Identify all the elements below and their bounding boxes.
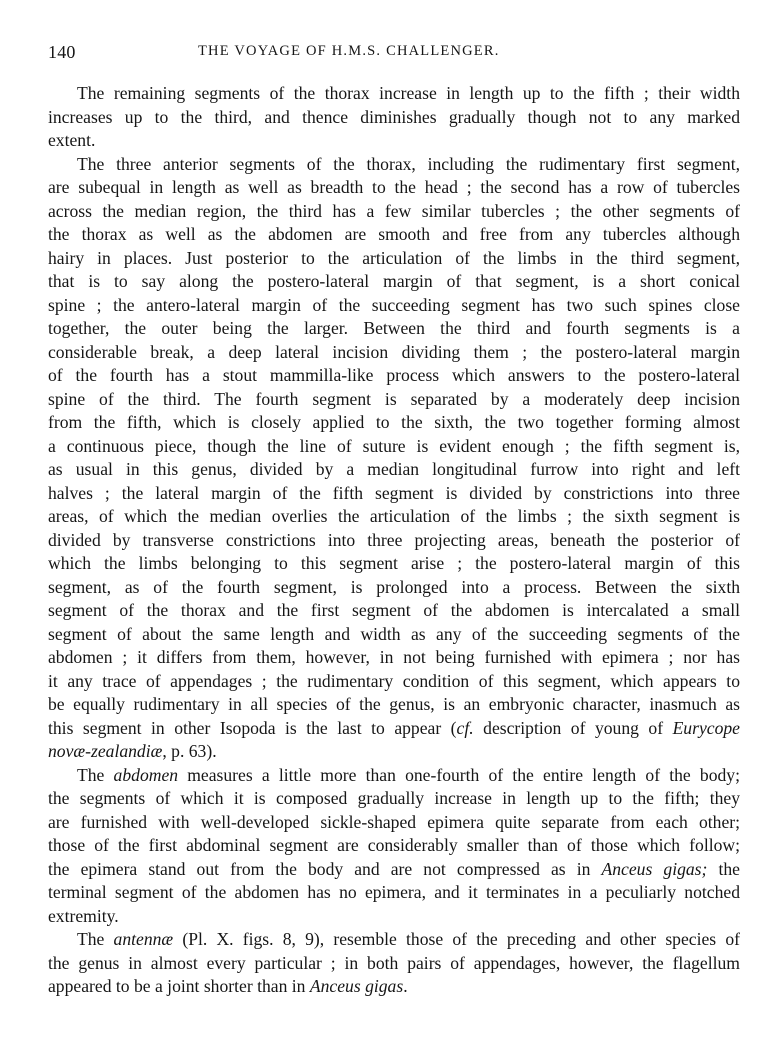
text-line: which the limbs belonging to this segment arise ; the postero-lateral margin of this	[48, 553, 740, 573]
running-title: THE VOYAGE OF H.M.S. CHALLENGER.	[198, 43, 500, 59]
text-line	[48, 975, 740, 999]
text-line: a continuous piece, though the line of suture is evident enough ; the fifth segment is,	[48, 435, 740, 456]
italic-species-name: Anceus gigas	[309, 976, 404, 996]
text-line: spine of the third. The fourth segment is separated by a moderately deep incision	[48, 388, 740, 409]
text-run: this segment in other Isopoda is the last to appear (	[48, 717, 457, 738]
text-line: the segments of which it is composed gradually increase in length up to the fifth; they	[48, 788, 740, 808]
text-line: areas, of which the median overlies the articulation of the limbs ; the sixth segment is	[48, 506, 740, 526]
text-line: divided by transverse constrictions into three projecting areas, beneath the posterior of	[48, 529, 740, 550]
text-run: The	[77, 764, 114, 785]
text-line: it any trace of appendages ; the rudimentary condition of this segment, which appears to	[48, 670, 740, 691]
text-run: the epimera stand out from the body and are not compressed as in	[48, 858, 602, 879]
paragraph-anterior-segments	[48, 153, 740, 764]
text-line: considerable break, a deep lateral incision dividing them ; the postero-lateral margin	[48, 341, 740, 362]
text-line: are subequal in length as well as breadth to the head ; the second has a row of tubercles	[48, 177, 740, 197]
text-line	[48, 858, 740, 882]
paragraph-thorax-segments	[48, 82, 740, 153]
text-run: appeared to be a joint shorter than in	[48, 976, 310, 996]
page-header	[48, 42, 741, 66]
text-line: are furnished with well-developed sickle-shaped epimera quite separate from each other;	[48, 811, 740, 832]
text-line: halves ; the lateral margin of the fifth segment is divided by constrictions into three	[48, 482, 740, 503]
body-text	[48, 82, 740, 999]
italic-term: abdomen	[113, 764, 179, 785]
text-line: segment of the thorax and the first segment of the abdomen is intercalated a small	[48, 600, 740, 620]
text-run: the	[707, 858, 740, 879]
text-run: (Pl. X. figs. 8, 9), resemble those of the preceding and other species of	[173, 929, 740, 949]
text-line: across the median region, the third has a few similar tubercles ; the other segments of	[48, 200, 740, 221]
text-line: The three anterior segments of the thorax, including the rudimentary first segment,	[77, 153, 740, 174]
paragraph-antennae	[48, 928, 740, 999]
text-line: extent.	[48, 130, 96, 150]
text-line: as usual in this genus, divided by a median longitudinal furrow into right and left	[48, 459, 740, 479]
text-line: increases up to the third, and thence diminishes gradually though not to any marked	[48, 106, 740, 127]
text-run: measures a little more than one-fourth of the entire length of the body;	[178, 764, 740, 785]
text-line: segment, as of the fourth segment, is prolonged into a process. Between the sixth	[48, 576, 740, 597]
italic-cf: cf.	[456, 717, 474, 738]
text-line: be equally rudimentary in all species of the genus, is an embryonic character, inasmuch as	[48, 694, 740, 714]
italic-term: antennæ	[113, 929, 174, 949]
italic-genus-name: Eurycope	[672, 717, 740, 738]
text-line: The remaining segments of the thorax increase in length up to the fifth ; their width	[77, 83, 740, 103]
text-run: description of young of	[473, 717, 673, 738]
text-run: , p. 63).	[162, 741, 217, 761]
text-line: abdomen ; it differs from them, however, in not being furnished with epimera ; nor has	[48, 647, 740, 667]
text-run: The	[77, 929, 114, 949]
text-line: extremity.	[48, 905, 119, 926]
text-line: the genus in almost every particular ; in both pairs of appendages, however, the flagellum	[48, 952, 740, 973]
text-line: segment of about the same length and width as any of the succeeding segments of the	[48, 623, 740, 644]
text-line: the thorax as well as the abdomen are smooth and free from any tubercles although	[48, 224, 740, 244]
text-line: from the fifth, which is closely applied to the sixth, the two together forming almost	[48, 412, 740, 432]
text-line	[48, 764, 740, 788]
text-line: together, the outer being the larger. Between the third and fourth segments is a	[48, 318, 740, 338]
text-line: of the fourth has a stout mammilla-like process which answers to the postero-lateral	[48, 365, 740, 385]
text-line	[48, 928, 740, 952]
text-line: that is to say along the postero-lateral margin of that segment, is a short conical	[48, 271, 740, 291]
text-line: terminal segment of the abdomen has no epimera, and it terminates in a peculiarly notched	[48, 882, 740, 902]
page-number: 140	[48, 42, 76, 62]
italic-species-name: Anceus gigas;	[601, 858, 708, 879]
italic-species-name: novæ-zealandiæ	[48, 741, 163, 761]
text-run: .	[403, 976, 408, 996]
text-line	[48, 717, 740, 741]
text-line: spine ; the antero-lateral margin of the succeeding segment has two such spines close	[48, 294, 740, 315]
text-line: hairy in places. Just posterior to the articulation of the limbs in the third segment,	[48, 247, 740, 268]
text-line: those of the first abdominal segment are considerably smaller than of those which follow;	[48, 835, 740, 855]
paragraph-abdomen	[48, 764, 740, 929]
text-line	[48, 740, 740, 764]
